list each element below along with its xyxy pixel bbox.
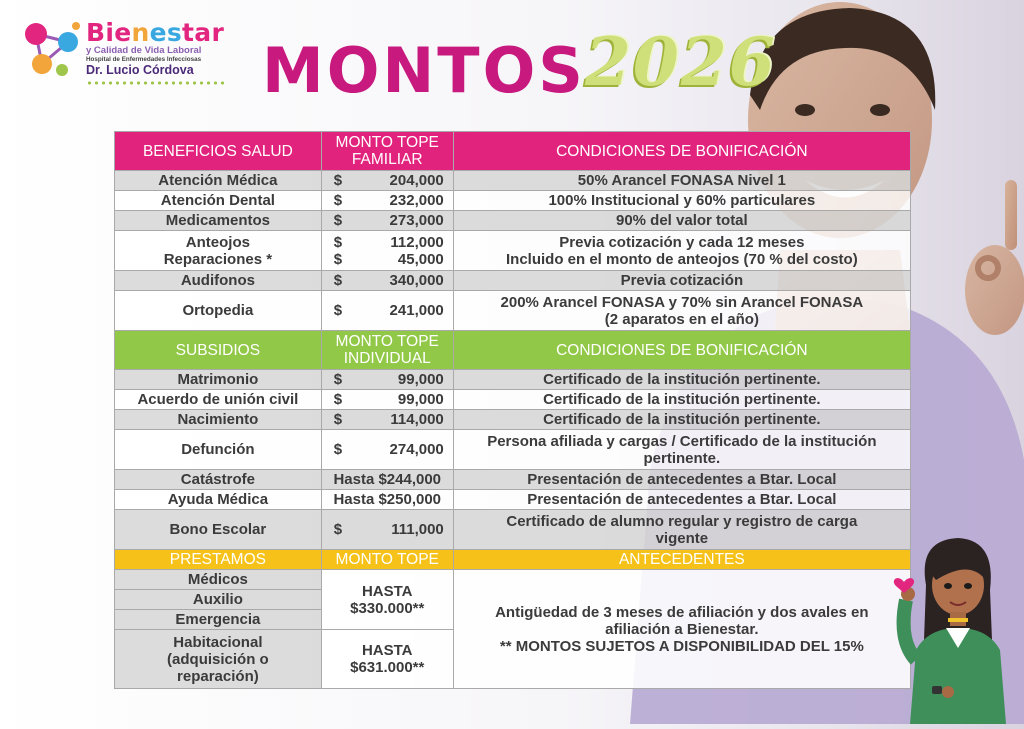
amount: 112,000 — [390, 233, 444, 251]
page-title: MONTOS — [262, 34, 586, 107]
antecedentes-note: ** MONTOS SUJETOS A DISPONIBILIDAD DEL 15% — [499, 637, 864, 655]
table-row — [115, 231, 911, 271]
condition: Certificado de la institución pertinente. — [453, 370, 910, 390]
currency: $ — [333, 192, 343, 209]
amount-cell — [321, 211, 453, 231]
amount-cell — [321, 430, 453, 470]
prestamos-header-col2: MONTO TOPE — [321, 550, 453, 570]
table-row — [115, 410, 911, 430]
amount: 45,000 — [397, 250, 444, 268]
condition: Certificado de la institución pertinente. — [453, 410, 910, 430]
amount: 340,000 — [389, 272, 444, 289]
prestamos-header-col1: PRESTAMOS — [115, 550, 322, 570]
table-row — [115, 490, 911, 510]
currency: $ — [333, 212, 343, 229]
prestamo-name: Médicos — [115, 570, 322, 590]
cartoon-girl-illustration — [888, 530, 1024, 724]
subsidio-name: Bono Escolar — [115, 510, 322, 550]
table-row — [115, 291, 911, 331]
prestamo-name — [115, 630, 322, 689]
subsidios-header-col3: CONDICIONES DE BONIFICACIÓN — [453, 331, 910, 370]
antecedentes-line: Antigüedad de 3 meses de afiliación y dos avales en — [495, 603, 869, 621]
table-row — [115, 211, 911, 231]
subsidio-name: Catástrofe — [115, 470, 322, 490]
amount: 232,000 — [389, 192, 444, 209]
condition-line: Certificado de alumno regular y registro de carga — [506, 512, 858, 530]
condition-line: (2 aparatos en el año) — [604, 310, 759, 328]
bubbles-logo-icon — [22, 18, 86, 80]
table-row — [115, 470, 911, 490]
condition: 100% Institucional y 60% particulares — [453, 191, 910, 211]
benefit-name: Audifonos — [115, 271, 322, 291]
subsidio-name: Nacimiento — [115, 410, 322, 430]
amount: 111,000 — [391, 521, 444, 538]
amount: 114,000 — [390, 411, 444, 428]
amount-cell — [321, 370, 453, 390]
amount-cell — [321, 231, 453, 271]
condition-line: vigente — [655, 529, 709, 547]
amount-label: HASTA — [361, 642, 413, 659]
subsidios-header-col1: SUBSIDIOS — [115, 331, 322, 370]
bienestar-logo — [22, 18, 237, 88]
benefit-name-reparaciones: Reparaciones * — [163, 250, 273, 268]
logo-hospital-name: Dr. Lucio Córdova — [86, 63, 194, 77]
salud-header-row — [115, 132, 911, 171]
salud-header-col1: BENEFICIOS SALUD — [115, 132, 322, 171]
prestamos-header-row — [115, 550, 911, 570]
benefit-name: Medicamentos — [115, 211, 322, 231]
table-row — [115, 570, 911, 590]
amount-cell — [321, 390, 453, 410]
subsidio-name: Acuerdo de unión civil — [115, 390, 322, 410]
table-row — [115, 510, 911, 550]
subsidio-name: Matrimonio — [115, 370, 322, 390]
subsidio-name: Defunción — [115, 430, 322, 470]
currency: $ — [333, 521, 343, 538]
page-title-year: 2026 — [585, 23, 777, 101]
condition: 90% del valor total — [453, 211, 910, 231]
condition: 50% Arancel FONASA Nivel 1 — [453, 171, 910, 191]
subsidio-name: Ayuda Médica — [115, 490, 322, 510]
currency: $ — [333, 441, 343, 458]
amount: 204,000 — [389, 172, 444, 189]
amount-cell — [321, 191, 453, 211]
salud-header-col2: MONTO TOPE FAMILIAR — [321, 132, 453, 171]
amount: 274,000 — [389, 441, 444, 458]
montos-table — [114, 131, 911, 689]
amount: 99,000 — [397, 371, 444, 388]
amount-cell — [321, 410, 453, 430]
prestamo-name: Auxilio — [115, 590, 322, 610]
amount-value: $330.000** — [350, 599, 425, 617]
currency: $ — [333, 172, 343, 189]
antecedentes-line: afiliación a Bienestar. — [605, 620, 759, 638]
table-row — [115, 390, 911, 410]
amount-cell — [321, 510, 453, 550]
logo-brand-name: Bienestar — [86, 18, 225, 47]
prestamo-amount-2 — [321, 630, 453, 689]
currency: $ — [333, 233, 343, 251]
amount-value: $631.000** — [350, 659, 425, 676]
currency: $ — [333, 411, 343, 428]
amount: 241,000 — [389, 302, 444, 319]
currency: $ — [333, 302, 343, 319]
condition — [453, 291, 910, 331]
prestamo-name-line: reparación) — [177, 667, 259, 685]
condition-reparaciones: Incluido en el monto de anteojos (70 % del costo) — [505, 250, 858, 268]
currency: $ — [333, 250, 343, 268]
amount-cell: Hasta $250,000 — [321, 490, 453, 510]
subsidios-header-row — [115, 331, 911, 370]
prestamos-header-col3: ANTECEDENTES — [453, 550, 910, 570]
condition — [453, 510, 910, 550]
amount: 273,000 — [389, 212, 444, 229]
subsidios-header-col2: MONTO TOPE INDIVIDUAL — [321, 331, 453, 370]
benefit-name: Atención Dental — [115, 191, 322, 211]
condition: Previa cotización — [453, 271, 910, 291]
condition-line: Persona afiliada y cargas / Certificado de la institución — [487, 432, 877, 450]
prestamo-antecedentes — [453, 570, 910, 689]
condition: Presentación de antecedentes a Btar. Local — [453, 470, 910, 490]
prestamo-amount-1 — [321, 570, 453, 630]
condition — [453, 231, 910, 271]
amount-cell — [321, 271, 453, 291]
logo-hospital: Hospital de Enfermedades Infecciosas — [86, 56, 202, 63]
table-row — [115, 191, 911, 211]
condition-line: pertinente. — [643, 449, 721, 467]
prestamo-name: Emergencia — [115, 610, 322, 630]
amount-cell — [321, 171, 453, 191]
condition: Presentación de antecedentes a Btar. Local — [453, 490, 910, 510]
benefit-name: Ortopedia — [115, 291, 322, 331]
amount-cell — [321, 291, 453, 331]
amount-cell: Hasta $244,000 — [321, 470, 453, 490]
prestamo-name-line: (adquisición o — [167, 650, 269, 668]
logo-dots-divider — [86, 81, 226, 85]
condition: Certificado de la institución pertinente. — [453, 390, 910, 410]
table-row — [115, 271, 911, 291]
table-row — [115, 171, 911, 191]
table-row — [115, 430, 911, 470]
prestamo-name-line: Habitacional — [173, 633, 263, 651]
table-row — [115, 370, 911, 390]
amount-label: HASTA — [361, 582, 413, 600]
amount: 99,000 — [397, 391, 444, 408]
benefit-name — [115, 231, 322, 271]
benefit-name: Atención Médica — [115, 171, 322, 191]
salud-header-col3: CONDICIONES DE BONIFICACIÓN — [453, 132, 910, 171]
logo-subtitle: y Calidad de Vida Laboral — [86, 45, 202, 56]
condition-anteojos: Previa cotización y cada 12 meses — [559, 233, 805, 251]
currency: $ — [333, 391, 343, 408]
currency: $ — [333, 272, 343, 289]
condition-line: 200% Arancel FONASA y 70% sin Arancel FONASA — [500, 293, 864, 311]
benefit-name-anteojos: Anteojos — [185, 233, 250, 251]
currency: $ — [333, 371, 343, 388]
condition — [453, 430, 910, 470]
